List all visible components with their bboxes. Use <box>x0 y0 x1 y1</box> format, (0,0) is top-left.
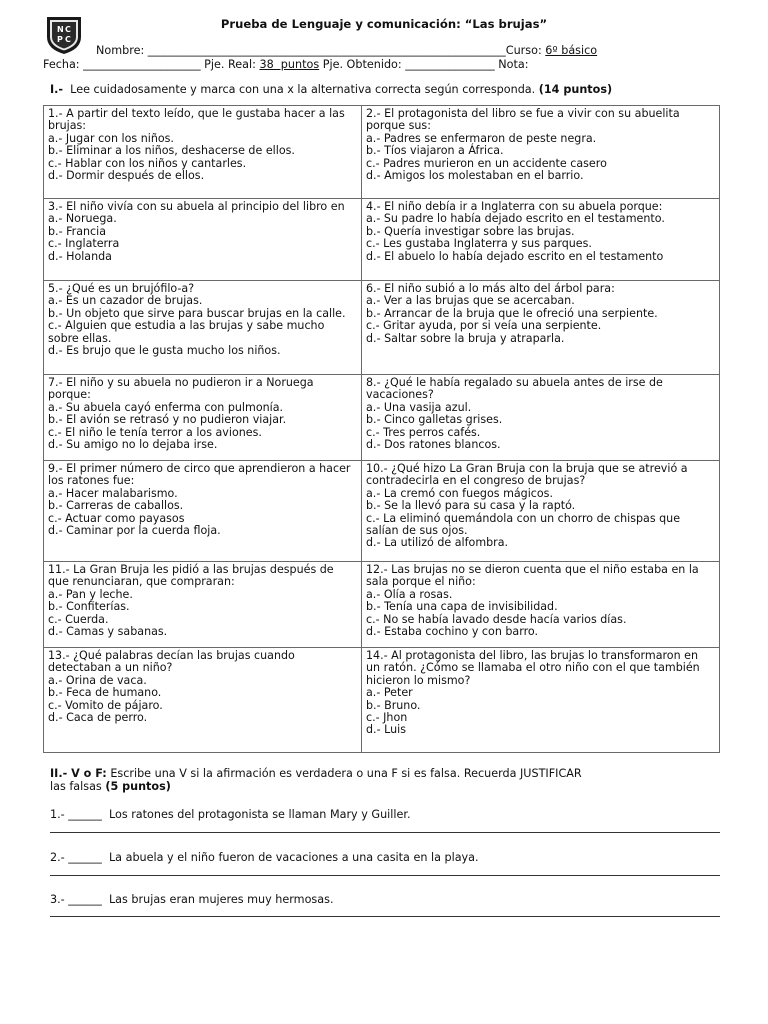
section-1-label: I.- <box>50 83 64 96</box>
answer-option[interactable]: a.- Noruega. <box>48 212 117 226</box>
question-row <box>44 281 720 375</box>
answer-option[interactable]: c.- Actuar como payasos <box>48 511 185 525</box>
question-text: 9.- El primer número de circo que aprendieron a hacer los ratones fue: <box>48 462 351 488</box>
page-title: Prueba de Lenguaje y comunicación: “Las brujas” <box>220 17 548 31</box>
answer-option[interactable]: a.- La cremó con fuegos mágicos. <box>366 486 553 500</box>
question-text: 10.- ¿Qué hizo La Gran Bruja con la bruja que se atrevió a contradecirla en el congreso de brujas? <box>366 462 688 488</box>
questions-table <box>43 105 720 753</box>
question-cell-10 <box>362 461 720 562</box>
answer-option[interactable]: b.- El avión se retrasó y no pudieron viajar. <box>48 413 287 427</box>
true-false-item-3: 3.- ______ Las brujas eran mujeres muy hermosas. <box>50 893 334 906</box>
answer-option[interactable]: b.- Carreras de caballos. <box>48 499 184 513</box>
answer-option[interactable]: b.- Quería investigar sobre las brujas. <box>366 224 575 238</box>
section-2-label: II.- <box>50 767 68 780</box>
question-cell-1 <box>44 106 362 199</box>
question-text: 12.- Las brujas no se dieron cuenta que el niño estaba en la sala porque el niño: <box>366 563 699 589</box>
section-1-points: (14 puntos) <box>538 83 613 96</box>
svg-text:N: N <box>57 25 64 34</box>
answer-option[interactable]: d.- Dormir después de ellos. <box>48 169 205 183</box>
section-2-vof: V o F: <box>67 767 107 780</box>
answer-option[interactable]: d.- Su amigo no lo dejaba irse. <box>48 438 218 452</box>
real-score-value: 38 puntos <box>259 58 320 71</box>
answer-option[interactable]: c.- Inglaterra <box>48 237 120 251</box>
question-cell-12 <box>362 562 720 648</box>
question-text: 6.- El niño subió a lo más alto del árbol para: <box>366 282 615 295</box>
question-cell-13 <box>44 648 362 753</box>
question-cell-5 <box>44 281 362 375</box>
answer-option[interactable]: d.- Estaba cochino y con barro. <box>366 625 539 639</box>
question-cell-8 <box>362 375 720 461</box>
answer-option[interactable]: b.- Cinco galletas grises. <box>366 413 503 427</box>
answer-option[interactable]: a.- Olía a rosas. <box>366 587 453 601</box>
answer-option[interactable]: a.- Su abuela cayó enferma con pulmonía. <box>48 400 284 414</box>
answer-option[interactable]: c.- El niño le tenía terror a los aviones. <box>48 425 262 439</box>
answer-option[interactable]: c.- No se había lavado desde hacía varios días. <box>366 612 627 626</box>
true-false-item-2: 2.- ______ La abuela y el niño fueron de vacaciones a una casita en la playa. <box>50 851 479 864</box>
answer-option[interactable]: a.- Su padre lo había dejado escrito en el testamento. <box>366 212 665 226</box>
question-text: 14.- Al protagonista del libro, las brujas lo transformaron en un ratón. ¿Cómo se llamaba el otro niño con el que también hicieron lo mismo? <box>366 649 700 687</box>
question-row <box>44 199 720 281</box>
question-text: 4.- El niño debía ir a Inglaterra con su abuela porque: <box>366 200 663 213</box>
obtained-score-label: Pje. Obtenido: ________________ Nota: <box>319 58 529 71</box>
answer-option[interactable]: b.- Tenía una capa de invisibilidad. <box>366 600 558 614</box>
answer-option[interactable]: c.- Cuerda. <box>48 612 109 626</box>
section-2-text-a: Escribe una V si la afirmación es verdadera o una F si es falsa. Recuerda JUSTIFICAR <box>106 767 582 780</box>
section-1-text: Lee cuidadosamente y marca con una x la alternativa correcta según corresponda. <box>63 83 539 96</box>
answer-option[interactable]: b.- Bruno. <box>366 698 421 712</box>
answer-option[interactable]: c.- Les gustaba Inglaterra y sus parques. <box>366 237 592 251</box>
answer-option[interactable]: b.- Un objeto que sirve para buscar brujas en la calle. <box>48 306 346 320</box>
question-row <box>44 375 720 461</box>
answer-option[interactable]: c.- Tres perros cafés. <box>366 425 481 439</box>
justification-line-1[interactable] <box>50 832 720 833</box>
question-cell-6 <box>362 281 720 375</box>
question-cell-2 <box>362 106 720 199</box>
answer-option[interactable]: d.- Amigos los molestaban en el barrio. <box>366 169 584 183</box>
answer-option[interactable]: a.- Ver a las brujas que se acercaban. <box>366 294 575 308</box>
date-field-label: Fecha: _____________________ Pje. Real: <box>43 58 260 71</box>
question-row <box>44 461 720 562</box>
question-cell-7 <box>44 375 362 461</box>
answer-option[interactable]: d.- La utilizó de alfombra. <box>366 536 509 550</box>
answer-option[interactable]: b.- Se la llevó para su casa y la raptó. <box>366 499 576 513</box>
name-course-line <box>96 44 597 57</box>
answer-option[interactable]: a.- Peter <box>366 686 413 700</box>
question-row <box>44 648 720 753</box>
answer-option[interactable]: b.- Eliminar a los niños, deshacerse de ellos. <box>48 144 295 158</box>
question-cell-4 <box>362 199 720 281</box>
answer-option[interactable]: c.- Vomito de pájaro. <box>48 698 163 712</box>
question-cell-9 <box>44 461 362 562</box>
name-field-label: Nombre: ________________________________________________________________Curso: <box>96 44 546 57</box>
question-text: 2.- El protagonista del libro se fue a vivir con su abuelita porque sus: <box>366 107 680 133</box>
answer-option[interactable]: b.- Confiterías. <box>48 600 130 614</box>
justification-line-3[interactable] <box>50 916 720 917</box>
question-cell-11 <box>44 562 362 648</box>
answer-option[interactable]: d.- Luis <box>366 723 406 737</box>
answer-option[interactable]: a.- Es un cazador de brujas. <box>48 294 203 308</box>
question-row <box>44 106 720 199</box>
section-2-points: (5 puntos) <box>105 780 171 793</box>
svg-text:C: C <box>65 25 71 34</box>
question-text: 5.- ¿Qué es un brujófilo-a? <box>48 282 195 295</box>
section-1-instruction <box>50 83 612 96</box>
answer-option[interactable]: a.- Jugar con los niños. <box>48 131 174 145</box>
answer-option[interactable]: d.- Saltar sobre la bruja y atraparla. <box>366 331 565 345</box>
answer-option[interactable]: c.- Alguien que estudia a las brujas y sabe mucho sobre ellas. <box>48 319 325 345</box>
svg-text:P: P <box>57 35 63 44</box>
section-2-text-b: las falsas <box>50 780 106 793</box>
answer-option[interactable]: d.- El abuelo lo había dejado escrito en el testamento <box>366 249 664 263</box>
true-false-item-1: 1.- ______ Los ratones del protagonista se llaman Mary y Guiller. <box>50 808 411 821</box>
course-value: 6º básico <box>545 44 598 57</box>
answer-option[interactable]: a.- Pan y leche. <box>48 587 133 601</box>
answer-option[interactable]: b.- Tíos viajaron a África. <box>366 144 504 158</box>
question-row <box>44 562 720 648</box>
question-cell-3 <box>44 199 362 281</box>
answer-option[interactable]: a.- Una vasija azul. <box>366 400 472 414</box>
answer-option[interactable]: d.- Es brujo que le gusta mucho los niños. <box>48 344 281 358</box>
answer-option[interactable]: a.- Padres se enfermaron de peste negra. <box>366 131 597 145</box>
question-text: 1.- A partir del texto leído, que le gustaba hacer a las brujas: <box>48 107 345 133</box>
question-text: 11.- La Gran Bruja les pidió a las brujas después de que renunciaran, que compraran: <box>48 563 334 589</box>
svg-text:C: C <box>65 35 71 44</box>
question-text: 3.- El niño vivía con su abuela al principio del libro en <box>48 200 345 213</box>
section-2-instruction <box>50 767 582 780</box>
answer-option[interactable]: d.- Camas y sabanas. <box>48 625 168 639</box>
answer-option[interactable]: c.- Hablar con los niños y cantarles. <box>48 156 247 170</box>
answer-option[interactable]: b.- Feca de humano. <box>48 686 162 700</box>
answer-option[interactable]: c.- Padres murieron en un accidente casero <box>366 156 607 170</box>
date-score-line <box>43 58 529 71</box>
answer-option[interactable]: d.- Dos ratones blancos. <box>366 438 501 452</box>
answer-option[interactable]: b.- Arrancar de la bruja que le ofreció una serpiente. <box>366 306 658 320</box>
question-cell-14 <box>362 648 720 753</box>
question-text: 13.- ¿Qué palabras decían las brujas cuando detectaban a un niño? <box>48 649 295 675</box>
answer-option[interactable]: d.- Holanda <box>48 249 112 263</box>
answer-option[interactable]: c.- Jhon <box>366 711 408 725</box>
question-text: 7.- El niño y su abuela no pudieron ir a Noruega porque: <box>48 376 314 402</box>
section-2-instruction-cont <box>50 780 171 793</box>
answer-option[interactable]: c.- Gritar ayuda, por si veía una serpiente. <box>366 319 602 333</box>
answer-option[interactable]: b.- Francia <box>48 224 107 238</box>
justification-line-2[interactable] <box>50 875 720 876</box>
answer-option[interactable]: c.- La eliminó quemándola con un chorro de chispas que salían de sus ojos. <box>366 511 681 538</box>
answer-option[interactable]: d.- Caminar por la cuerda floja. <box>48 524 221 538</box>
answer-option[interactable]: a.- Hacer malabarismo. <box>48 486 178 500</box>
answer-option[interactable]: a.- Orina de vaca. <box>48 673 147 687</box>
question-text: 8.- ¿Qué le había regalado su abuela antes de irse de vacaciones? <box>366 376 663 402</box>
answer-option[interactable]: d.- Caca de perro. <box>48 711 148 725</box>
